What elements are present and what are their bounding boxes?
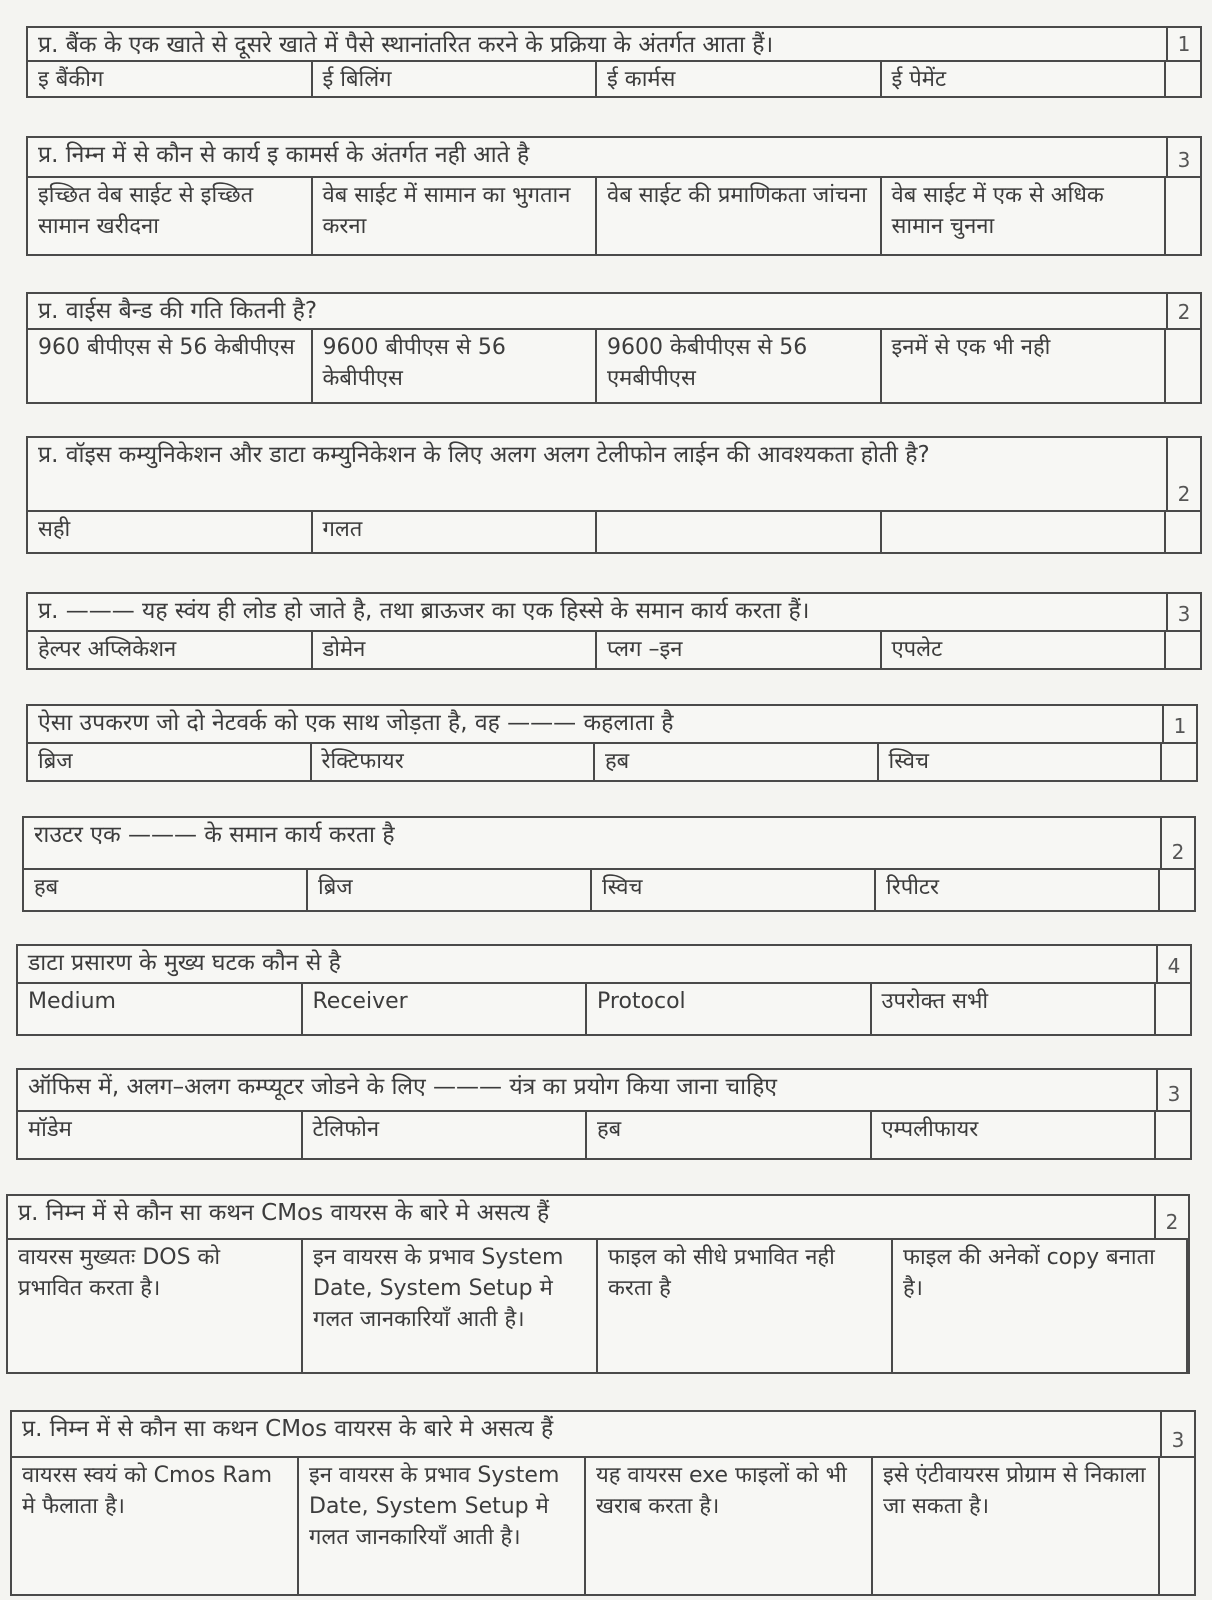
- answer-number: 2: [1166, 294, 1200, 328]
- question-text: प्र. निम्न में से कौन सा कथन CMos वायरस के बारे मे असत्य हैं: [18, 1200, 550, 1226]
- question-block: [26, 292, 1202, 404]
- option-a: Medium: [18, 984, 303, 1034]
- option-b: इन वायरस के प्रभाव System Date, System Setup मे गलत जानकारियाँ आती है।: [303, 1240, 598, 1372]
- option-a: ब्रिज: [28, 744, 312, 780]
- options-row: [28, 178, 1200, 254]
- answer-number: 3: [1166, 138, 1200, 176]
- option-c: स्विच: [592, 870, 876, 910]
- question-row: [12, 1412, 1194, 1458]
- question-block: [22, 816, 1196, 912]
- question-row: [28, 28, 1200, 62]
- option-a: वायरस मुख्यतः DOS को प्रभावित करता है।: [8, 1240, 303, 1372]
- question-block: [10, 1410, 1196, 1596]
- option-c: Protocol: [587, 984, 872, 1034]
- question-row: [28, 706, 1196, 744]
- option-d: एम्पलीफायर: [872, 1112, 1157, 1158]
- options-row: [28, 744, 1196, 780]
- question-row: [8, 1196, 1188, 1240]
- options-row: [8, 1240, 1188, 1372]
- option-a: हब: [24, 870, 308, 910]
- answer-number: 3: [1166, 594, 1200, 630]
- options-row: [18, 1112, 1190, 1158]
- option-b: टेलिफोन: [303, 1112, 588, 1158]
- options-row: [24, 870, 1194, 910]
- option-d: ई पेमेंट: [882, 62, 1167, 96]
- question-text: प्र. वॉइस कम्युनिकेशन और डाटा कम्युनिकेशन के लिए अलग अलग टेलीफोन लाईन की आवश्यकता होती है?: [38, 442, 930, 468]
- option-c: फाइल को सीधे प्रभावित नही करता है: [598, 1240, 893, 1372]
- option-c: वेब साईट की प्रमाणिकता जांचना: [597, 178, 882, 254]
- question-row: [28, 294, 1200, 330]
- option-b: वेब साईट में सामान का भुगतान करना: [313, 178, 598, 254]
- option-b: गलत: [313, 512, 598, 552]
- question-row: [28, 438, 1200, 512]
- answer-number: 1: [1166, 28, 1200, 60]
- option-a: मॉडेम: [18, 1112, 303, 1158]
- option-d: स्विच: [879, 744, 1163, 780]
- question-text: ऐसा उपकरण जो दो नेटवर्क को एक साथ जोड़ता है, वह ——— कहलाता है: [38, 710, 674, 736]
- option-d: [882, 512, 1167, 552]
- option-c: प्लग –इन: [597, 632, 882, 668]
- question-text: प्र. ——— यह स्वंय ही लोड हो जाते है, तथा ब्राऊजर का एक हिस्से के समान कार्य करता हैं।: [38, 598, 810, 624]
- option-d: इसे एंटीवायरस प्रोग्राम से निकाला जा सकता है।: [873, 1458, 1160, 1594]
- answer-number: 3: [1160, 1412, 1194, 1456]
- option-d: फाइल की अनेकों copy बनाता है।: [893, 1240, 1188, 1372]
- option-c: 9600 केबीपीएस से 56 एमबीपीएस: [597, 330, 882, 402]
- answer-number: 2: [1166, 438, 1200, 510]
- option-c: [597, 512, 882, 552]
- option-a: सही: [28, 512, 313, 552]
- option-d: इनमें से एक भी नही: [882, 330, 1167, 402]
- question-block: [26, 592, 1202, 670]
- option-a: वायरस स्वयं को Cmos Ram मे फैलाता है।: [12, 1458, 299, 1594]
- question-block: [16, 1068, 1192, 1160]
- question-row: [24, 818, 1194, 870]
- question-block: [16, 944, 1192, 1036]
- question-block: [6, 1194, 1190, 1374]
- answer-number: 2: [1154, 1196, 1188, 1238]
- answer-number: 4: [1156, 946, 1190, 982]
- option-b: डोमेन: [313, 632, 598, 668]
- question-text: डाटा प्रसारण के मुख्य घटक कौन से है: [28, 950, 341, 976]
- answer-number: 2: [1160, 818, 1194, 868]
- question-row: [28, 138, 1200, 178]
- options-row: [28, 632, 1200, 668]
- question-text: ऑफिस में, अलग–अलग कम्प्यूटर जोडने के लिए ——— यंत्र का प्रयोग किया जाना चाहिए: [28, 1074, 777, 1100]
- answer-number: 3: [1156, 1070, 1190, 1110]
- options-row: [28, 62, 1200, 96]
- question-row: [28, 594, 1200, 632]
- options-row: [18, 984, 1190, 1034]
- question-text: प्र. निम्न में से कौन सा कथन CMos वायरस के बारे मे असत्य हैं: [22, 1416, 554, 1442]
- question-text: प्र. बैंक के एक खाते से दूसरे खाते में पैसे स्थानांतरित करने के प्रक्रिया के अंतर्गत आता हैं।: [38, 32, 774, 58]
- option-a: इ बैंकीग: [28, 62, 313, 96]
- question-row: [18, 946, 1190, 984]
- option-d: उपरोक्त सभी: [872, 984, 1157, 1034]
- option-d: वेब साईट में एक से अधिक सामान चुनना: [882, 178, 1167, 254]
- question-block: [26, 436, 1202, 554]
- answer-number: 1: [1162, 706, 1196, 742]
- option-d: एपलेट: [882, 632, 1167, 668]
- option-b: रेक्टिफायर: [312, 744, 596, 780]
- option-b: 9600 बीपीएस से 56 केबीपीएस: [313, 330, 598, 402]
- question-text: राउटर एक ——— के समान कार्य करता है: [34, 822, 395, 848]
- question-row: [18, 1070, 1190, 1112]
- question-block: [26, 26, 1202, 98]
- option-a: इच्छित वेब साईट से इच्छित सामान खरीदना: [28, 178, 313, 254]
- options-row: [28, 330, 1200, 402]
- option-b: Receiver: [303, 984, 588, 1034]
- question-block: [26, 136, 1202, 256]
- option-d: रिपीटर: [876, 870, 1160, 910]
- option-b: इन वायरस के प्रभाव System Date, System Setup मे गलत जानकारियाँ आती है।: [299, 1458, 586, 1594]
- option-c: ई कार्मस: [597, 62, 882, 96]
- question-block: [26, 704, 1198, 782]
- option-b: ई बिलिंग: [313, 62, 598, 96]
- question-text: प्र. वाईस बैन्ड की गति कितनी है?: [38, 298, 318, 324]
- option-c: हब: [587, 1112, 872, 1158]
- option-b: ब्रिज: [308, 870, 592, 910]
- option-a: 960 बीपीएस से 56 केबीपीएस: [28, 330, 313, 402]
- option-a: हेल्पर अप्लिकेशन: [28, 632, 313, 668]
- option-c: यह वायरस exe फाइलों को भी खराब करता है।: [586, 1458, 873, 1594]
- question-text: प्र. निम्न में से कौन से कार्य इ कामर्स के अंतर्गत नही आते है: [38, 142, 530, 168]
- option-c: हब: [595, 744, 879, 780]
- options-row: [12, 1458, 1194, 1594]
- options-row: [28, 512, 1200, 552]
